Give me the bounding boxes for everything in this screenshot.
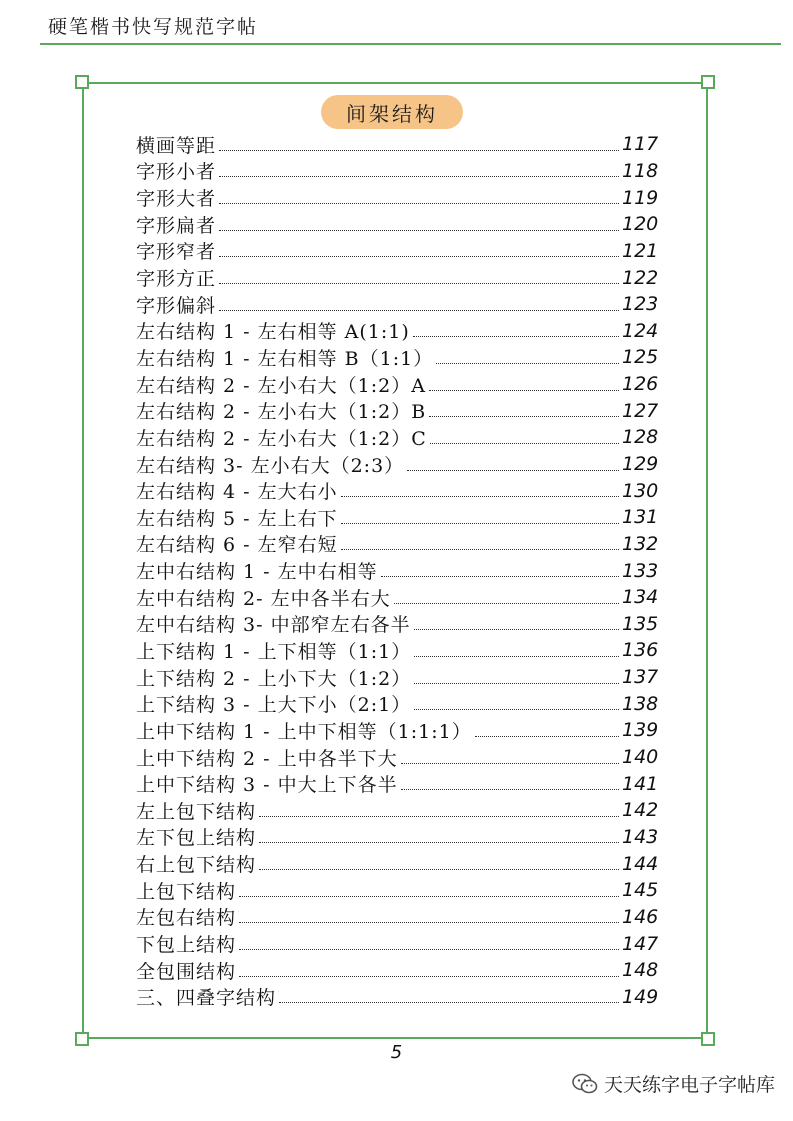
toc-entry-page: 121 <box>622 239 659 262</box>
toc-entry <box>136 584 658 611</box>
toc-entry-title: 三、四叠字结构 <box>136 987 277 1010</box>
toc-entry <box>136 557 658 584</box>
toc-entry-title: 左下包上结构 <box>136 827 257 850</box>
toc-entry-title: 上中下结构 3 - 中大上下各半 <box>136 774 398 797</box>
toc-entry-title: 左右结构 6 - 左窄右短 <box>136 534 338 557</box>
toc-entry-page: 148 <box>622 959 659 982</box>
watermark-text: 天天练字电子字帖库 <box>603 1074 775 1096</box>
toc-entry <box>136 264 658 291</box>
toc-entry <box>136 371 658 398</box>
toc-entry-page: 144 <box>622 852 659 875</box>
document-header-title: 硬笔楷书快写规范字帖 <box>48 16 259 38</box>
header-divider <box>40 43 781 45</box>
toc-entry-title: 右上包下结构 <box>136 854 257 877</box>
toc-entry-page: 142 <box>622 799 659 822</box>
toc-entry-page: 131 <box>622 506 659 529</box>
toc-entry-title: 上下结构 2 - 上小下大（1:2） <box>136 667 412 690</box>
dot-leader <box>219 230 619 231</box>
toc-entry-title: 上下结构 1 - 上下相等（1:1） <box>136 641 412 663</box>
toc-entry-page: 123 <box>622 293 659 316</box>
toc-entry <box>136 238 658 265</box>
dot-leader <box>219 150 619 151</box>
toc-entry <box>136 504 658 531</box>
toc-entry <box>136 611 658 638</box>
toc-entry <box>136 451 658 478</box>
frame-corner-ornament <box>701 75 715 89</box>
toc-entry-title: 左右结构 1 - 左右相等 B（1:1） <box>136 347 434 370</box>
toc-entry <box>136 877 658 904</box>
toc-entry <box>136 317 658 344</box>
toc-entry-title: 左中右结构 1 - 左中右相等 <box>136 561 378 584</box>
dot-leader <box>401 763 619 764</box>
toc-entry-page: 145 <box>622 879 659 902</box>
toc-entry-title: 字形大者 <box>136 188 217 211</box>
toc-entry-page: 147 <box>622 932 659 955</box>
dot-leader <box>341 523 619 524</box>
toc-entry-title: 左中右结构 2- 左中各半右大 <box>136 587 391 610</box>
page-number: 5 <box>390 1042 403 1063</box>
toc-entry-title: 左右结构 3- 左小右大（2:3） <box>136 454 405 477</box>
toc-entry-title: 字形小者 <box>136 161 217 184</box>
dot-leader <box>414 656 619 657</box>
toc-entry-page: 137 <box>622 666 659 689</box>
toc-entry <box>136 850 658 877</box>
dot-leader <box>219 283 619 284</box>
dot-leader <box>239 976 619 977</box>
toc-entry-title: 字形偏斜 <box>136 294 217 317</box>
toc-entry-title: 上中下结构 2 - 上中各半下大 <box>136 747 398 770</box>
toc-entry-title: 左右结构 2 - 左小右大（1:2）B <box>136 401 427 424</box>
watermark <box>572 1070 775 1097</box>
dot-leader <box>414 629 619 630</box>
frame-corner-ornament <box>75 75 89 89</box>
toc-entry-page: 135 <box>622 612 659 635</box>
dot-leader <box>279 1002 619 1003</box>
dot-leader <box>259 869 619 870</box>
toc-entry-page: 125 <box>622 346 659 369</box>
dot-leader <box>259 842 619 843</box>
table-of-contents <box>136 131 658 1010</box>
dot-leader <box>413 336 619 337</box>
dot-leader <box>239 949 619 950</box>
toc-entry-title: 左右结构 5 - 左上右下 <box>136 507 338 530</box>
dot-leader <box>219 256 619 257</box>
toc-entry-page: 126 <box>622 373 659 396</box>
toc-entry <box>136 637 658 664</box>
dot-leader <box>401 789 619 790</box>
toc-entry <box>136 797 658 824</box>
toc-entry <box>136 717 658 744</box>
toc-entry <box>136 184 658 211</box>
dot-leader <box>219 203 619 204</box>
dot-leader <box>381 576 619 577</box>
toc-entry-page: 134 <box>622 586 659 609</box>
toc-entry-page: 118 <box>622 159 659 182</box>
toc-entry-page: 130 <box>622 479 659 502</box>
toc-entry <box>136 957 658 984</box>
toc-entry-title: 上包下结构 <box>136 880 237 903</box>
dot-leader <box>414 683 619 684</box>
toc-entry <box>136 211 658 238</box>
dot-leader <box>219 310 619 311</box>
toc-entry-title: 上下结构 3 - 上大下小（2:1） <box>136 694 412 717</box>
toc-entry <box>136 690 658 717</box>
toc-entry <box>136 984 658 1011</box>
dot-leader <box>341 496 619 497</box>
toc-entry-page: 128 <box>622 426 659 449</box>
toc-entry-page: 149 <box>622 985 659 1008</box>
dot-leader <box>429 390 619 391</box>
toc-entry-page: 119 <box>622 186 659 209</box>
toc-entry <box>136 291 658 318</box>
toc-entry-page: 120 <box>622 213 659 236</box>
toc-entry-title: 字形方正 <box>136 268 217 291</box>
toc-entry-page: 122 <box>622 266 659 289</box>
toc-entry-title: 左右结构 4 - 左大右小 <box>136 481 338 504</box>
toc-entry <box>136 664 658 691</box>
toc-entry-page: 138 <box>622 692 659 715</box>
toc-entry-page: 143 <box>622 825 659 848</box>
toc-entry-title: 下包上结构 <box>136 934 237 957</box>
dot-leader <box>394 603 619 604</box>
toc-entry <box>136 424 658 451</box>
toc-entry-title: 左中右结构 3- 中部窄左右各半 <box>136 614 411 637</box>
toc-entry-page: 146 <box>622 905 659 928</box>
toc-entry-title: 全包围结构 <box>136 960 237 983</box>
toc-entry <box>136 930 658 957</box>
dot-leader <box>429 416 619 417</box>
toc-entry <box>136 531 658 558</box>
toc-entry <box>136 824 658 851</box>
toc-entry <box>136 477 658 504</box>
toc-entry <box>136 904 658 931</box>
dot-leader <box>407 470 619 471</box>
toc-entry-title: 字形扁者 <box>136 214 217 237</box>
toc-entry-page: 132 <box>622 532 659 555</box>
toc-entry-page: 141 <box>622 772 659 795</box>
toc-frame <box>82 82 708 1039</box>
toc-entry-title: 左上包下结构 <box>136 800 257 823</box>
toc-entry-page: 133 <box>622 559 659 582</box>
toc-entry <box>136 158 658 185</box>
toc-entry-title: 左右结构 2 - 左小右大（1:2）C <box>136 427 427 450</box>
dot-leader <box>475 736 619 737</box>
toc-entry <box>136 344 658 371</box>
toc-entry <box>136 770 658 797</box>
dot-leader <box>436 363 619 364</box>
toc-entry-title: 左右结构 2 - 左小右大（1:2）A <box>136 374 426 397</box>
toc-entry-title: 上中下结构 1 - 上中下相等（1:1:1） <box>136 720 472 743</box>
dot-leader <box>219 176 619 177</box>
dot-leader <box>341 549 619 550</box>
toc-entry-page: 124 <box>622 319 659 342</box>
toc-entry-title: 字形窄者 <box>136 241 217 264</box>
toc-entry-page: 117 <box>622 133 659 156</box>
toc-entry-page: 129 <box>622 453 659 475</box>
toc-entry <box>136 131 658 158</box>
toc-entry-title: 横画等距 <box>136 134 217 157</box>
toc-entry-title: 左右结构 1 - 左右相等 A(1:1) <box>136 321 410 344</box>
wechat-icon <box>572 1073 598 1095</box>
dot-leader <box>414 709 619 710</box>
toc-entry-page: 140 <box>622 746 659 769</box>
toc-entry-page: 127 <box>622 399 659 422</box>
dot-leader <box>259 816 619 817</box>
toc-entry-page: 136 <box>622 639 659 662</box>
toc-entry-title: 左包右结构 <box>136 907 237 930</box>
dot-leader <box>239 896 619 897</box>
toc-entry-page: 139 <box>622 719 659 742</box>
toc-entry <box>136 744 658 771</box>
dot-leader <box>239 922 619 923</box>
dot-leader <box>430 443 619 444</box>
section-title: 间架结构 <box>321 95 463 129</box>
toc-entry <box>136 397 658 424</box>
